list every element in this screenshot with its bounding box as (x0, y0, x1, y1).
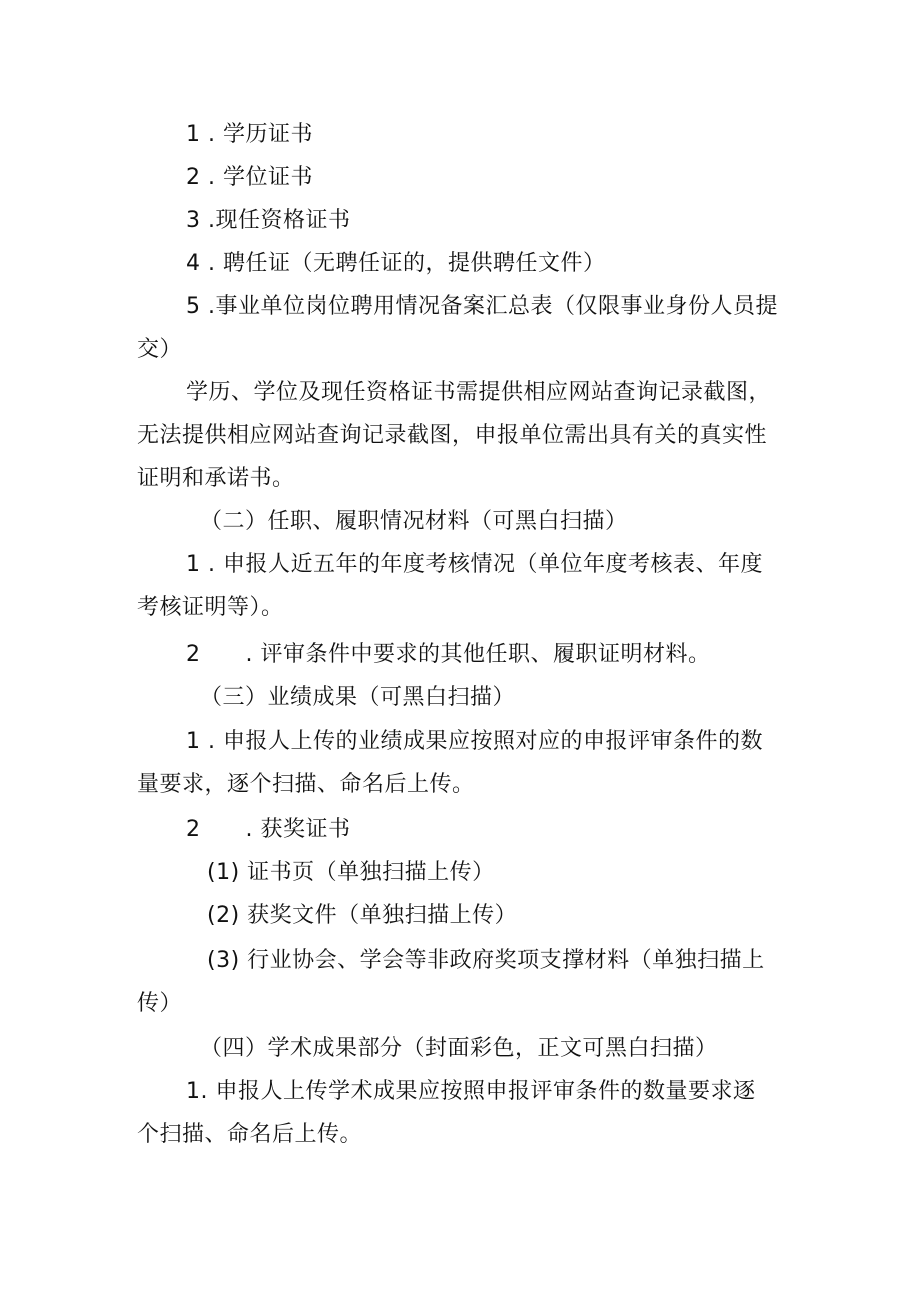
section-heading-3: （三）业绩成果（可黑白扫描） (200, 685, 516, 710)
list-item-achievements-cont: 量要求，逐个扫描、命名后上传。 (137, 772, 475, 797)
list-item-employment-record-cont: 交） (137, 337, 183, 362)
list-item-annual-review: 1 . 申报人近五年的年度考核情况（单位年度考核表、年度 (186, 552, 763, 577)
list-item-academic-results-cont: 个扫描、命名后上传。 (137, 1122, 363, 1147)
section-heading-4: （四）学术成果部分（封面彩色，正文可黑白扫描） (200, 1036, 718, 1061)
list-item-employment-record: 5 .事业单位岗位聘用情况备案汇总表（仅限事业身份人员提 (186, 294, 778, 319)
paragraph-verification: 学历、学位及现任资格证书需提供相应网站查询记录截图， (186, 380, 772, 405)
list-item-annual-review-cont: 考核证明等）。 (137, 595, 284, 620)
list-item-qualification-certificate: 3 .现任资格证书 (186, 208, 351, 233)
sub-item-association-materials-cont: 传） (137, 991, 183, 1016)
list-item-other-materials: 2 . 评审条件中要求的其他任职、履职证明材料。 (186, 642, 711, 667)
list-item-appointment-certificate: 4 . 聘任证（无聘任证的，提供聘任文件） (186, 251, 606, 276)
list-item-diploma: 1 . 学历证书 (186, 122, 313, 147)
section-heading-2: （二）任职、履职情况材料（可黑白扫描） (200, 509, 628, 534)
paragraph-verification-cont-1: 无法提供相应网站查询记录截图，申报单位需出具有关的真实性 (137, 423, 768, 448)
list-item-award-certificate: 2 . 获奖证书 (186, 817, 351, 842)
sub-item-association-materials: (3) 行业协会、学会等非政府奖项支撑材料（单独扫描上 (207, 948, 765, 973)
list-item-achievements: 1 . 申报人上传的业绩成果应按照对应的申报评审条件的数 (186, 729, 763, 754)
sub-item-certificate-page: (1) 证书页（单独扫描上传） (207, 860, 495, 885)
list-item-academic-results: 1. 申报人上传学术成果应按照申报评审条件的数量要求逐 (186, 1079, 756, 1104)
paragraph-verification-cont-2: 证明和承诺书。 (137, 466, 295, 491)
list-item-degree-certificate: 2 . 学位证书 (186, 165, 313, 190)
sub-item-award-document: (2) 获奖文件（单独扫描上传） (207, 903, 518, 928)
